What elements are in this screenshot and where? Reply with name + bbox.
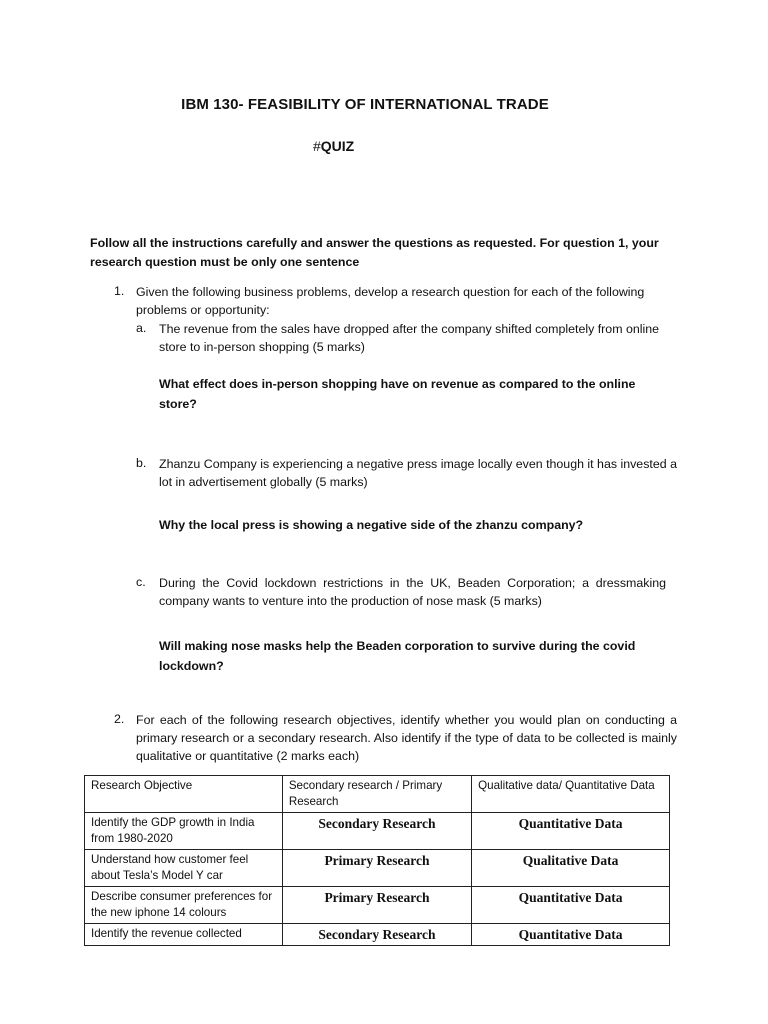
- header-research-objective: Research Objective: [85, 776, 283, 813]
- research-type-cell: Secondary Research: [282, 924, 471, 946]
- objective-cell: Identify the revenue collected: [85, 924, 283, 946]
- objective-cell: Understand how customer feel about Tesla’s Model Y car: [85, 850, 283, 887]
- document-title: IBM 130- FEASIBILITY OF INTERNATIONAL TRADE: [181, 96, 549, 113]
- table-row: [85, 924, 670, 946]
- research-type-cell: Secondary Research: [282, 813, 471, 850]
- data-type-cell: Qualitative Data: [472, 850, 670, 887]
- question-1b-letter: b.: [136, 456, 147, 470]
- subtitle-hash: #: [313, 138, 321, 154]
- question-1a-text: The revenue from the sales have dropped after the company shifted completely from online store to in-person shopping (5 marks): [159, 322, 660, 354]
- question-1-number: 1.: [114, 284, 125, 298]
- table-row: [85, 850, 670, 887]
- table-header-row: [85, 776, 670, 813]
- question-1a-letter: a.: [136, 321, 147, 335]
- question-2-number: 2.: [114, 712, 125, 726]
- question-1c-text: During the Covid lockdown restrictions in the UK, Beaden Corporation; a dressmaking company wants to venture into the production of nose mask (5 marks): [159, 576, 666, 608]
- question-1-text: Given the following business problems, develop a research question for each of the following problems or opportunity:: [136, 285, 645, 317]
- header-data-type: Qualitative data/ Quantitative Data: [472, 776, 670, 813]
- objective-cell: Describe consumer preferences for the new iphone 14 colours: [85, 887, 283, 924]
- table-row: [85, 813, 670, 850]
- header-research-type: Secondary research / Primary Research: [282, 776, 471, 813]
- objective-cell: Identify the GDP growth in India from 1980-2020: [85, 813, 283, 850]
- question-1c-letter: c.: [136, 575, 146, 589]
- data-type-cell: Quantitative Data: [472, 887, 670, 924]
- question-2-text: For each of the following research objectives, identify whether you would plan on conducting a primary research or a secondary research. Also identify if the type of data to be collected is mainly qualitative or quantitative (2 marks each): [136, 713, 677, 763]
- data-type-cell: Quantitative Data: [472, 924, 670, 946]
- question-1b-text: Zhanzu Company is experiencing a negative press image locally even though it has invested a lot in advertisement globally (5 marks): [159, 457, 677, 489]
- research-type-cell: Primary Research: [282, 887, 471, 924]
- document-subtitle: [313, 138, 354, 154]
- subtitle-text: QUIZ: [320, 138, 355, 154]
- question-1a-answer: What effect does in-person shopping have on revenue as compared to the online store?: [159, 377, 636, 411]
- question-1c-answer: Will making nose masks help the Beaden corporation to survive during the covid lockdown?: [159, 639, 636, 673]
- research-type-cell: Primary Research: [282, 850, 471, 887]
- data-type-cell: Quantitative Data: [472, 813, 670, 850]
- research-objectives-table: [84, 775, 670, 946]
- table-row: [85, 887, 670, 924]
- question-1b-answer: Why the local press is showing a negative side of the zhanzu company?: [159, 518, 584, 532]
- instructions: Follow all the instructions carefully and answer the questions as requested. For question 1, your research question must be only one sentence: [90, 236, 659, 269]
